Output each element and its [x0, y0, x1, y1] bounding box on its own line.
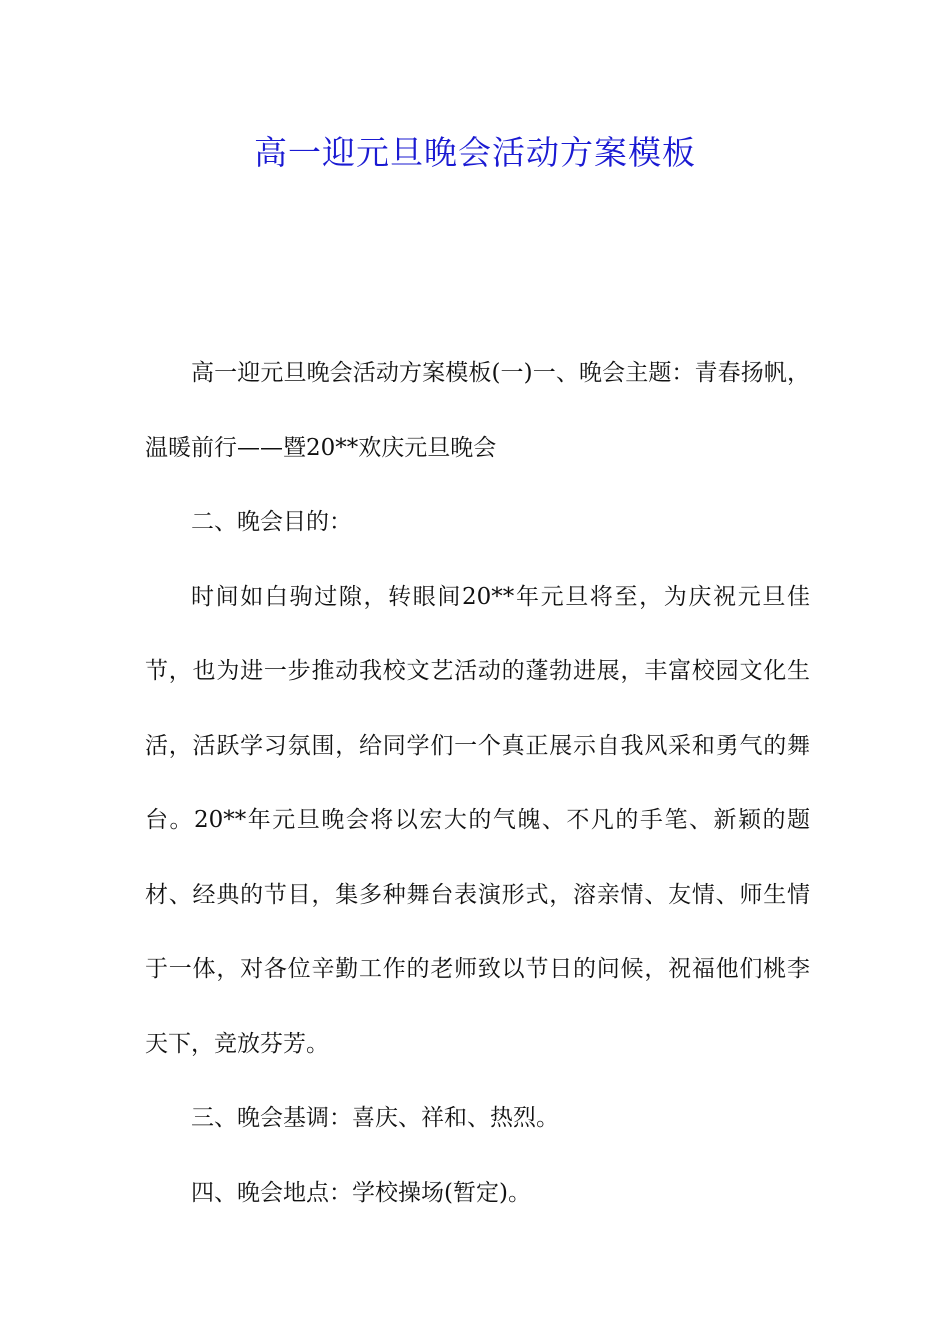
paragraph-venue: 四、晚会地点：学校操场(暂定)。 [191, 1179, 531, 1206]
paragraph-tone: 三、晚会基调：喜庆、祥和、热烈。 [191, 1105, 559, 1131]
paragraph-theme: 高一迎元旦晚会活动方案模板(一)一、晚会主题：青春扬帆，温暖前行——暨20**欢庆元旦晚会 [145, 360, 810, 461]
paragraph-purpose-body: 时间如白驹过隙，转眼间20**年元旦将至，为庆祝元旦佳节，也为进一步推动我校文艺活动的蓬勃进展，丰富校园文化生活，活跃学习氛围，给同学们一个真正展示自我风采和勇气的舞台。20**年元旦晚会将以宏大的气魄、不凡的手笔、新颖的题材、经典的节目，集多种舞台表演形式，溶亲情、友情、师生情于一体，对各位辛勤工作的老师致以节日的问候，祝福他们桃李天下，竞放芬芳。 [145, 583, 810, 1057]
paragraph-purpose-heading: 二、晚会目的： [191, 509, 352, 535]
document-body [145, 336, 810, 1230]
document-title: 高一迎元旦晚会活动方案模板 [254, 133, 696, 172]
